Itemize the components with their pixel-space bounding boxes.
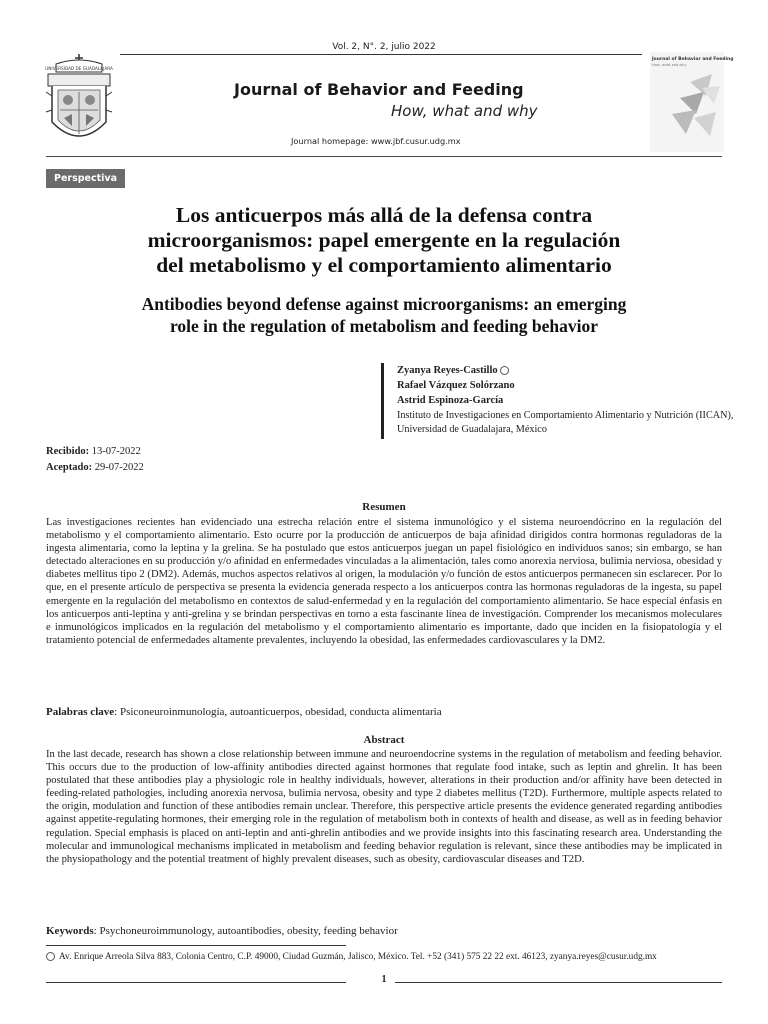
palabras-clave-values: : Psiconeuroinmunología, autoanticuerpos, obesidad, conducta alimentaria <box>114 706 442 718</box>
footnote-text: Av. Enrique Arreola Silva 883, Colonia Centro, C.P. 49000, Ciudad Guzmán, Jalisco, México. Tel. +52 (341) 575 22 22 ext. 46123, zyanya.reyes@cusur.udg.mx <box>59 952 657 962</box>
resumen-text: Las investigaciones recientes han evidenciado una estrecha relación entre el sistema inmunológico y el sistema neuroendócrino en la regulación del metabolismo y el comportamiento alimentario. Esto ocurre por la producción de anticuerpos de baja afinidad dirigidos contra hormonas reguladoras de la ingesta alimentaria, como la leptina y la grelina. Se ha postulado que estos anticuerpos juegan un papel fisiológico en individuos sanos; sin embargo, se han detectado alteraciones en su producción y/o afinidad en enfermedades vinculadas a la alimentación, tales como anorexia nerviosa, bulimia nerviosa, obesidad y diabetes mellitus tipo 2 (DM2). Además, muchos aspectos relativos al origen, la modulación y/o función de estos anticuerpos permanecen sin esclarecer. Por lo que, en el presente artículo de perspectiva se presenta la evidencia generada respecto a los anticuerpos contra las hormonas reguladoras de la ingesta, su papel emergente en la regulación del metabolismo en contextos de salud-enfermedad y en la regulación del comportamiento alimentario. Se hace especial énfasis en los anticuerpos anti-leptina y anti-grelina y se brindan perspectivas en torno a esta fascinante línea de investigación. Comprender los mecanismos moleculares e inmunológicos implicados en la regulación del metabolismo y el comportamiento alimentario es importante, dado que inciden en la fisiopatología y el tratamiento potencial de enfermedades altamente prevalentes, incluyendo la obesidad, las enfermedades cardiovasculares y la DM2. <box>46 517 722 646</box>
palabras-clave-label: Palabras clave <box>46 706 115 718</box>
journal-title: Journal of Behavior and Feeding <box>234 80 524 99</box>
received-label: Recibido: <box>46 446 90 457</box>
article-type-tag: Perspectiva <box>46 169 125 188</box>
author-2: Rafael Vázquez Solórzano <box>397 380 515 391</box>
article-dates <box>46 444 144 476</box>
title-english <box>40 293 728 337</box>
accepted-row <box>46 460 144 476</box>
title-en-line: Antibodies beyond defense against microorganisms: an emerging <box>141 294 627 314</box>
abstract-keywords <box>46 925 722 938</box>
authors-rule <box>381 363 384 439</box>
page-rule-right <box>395 982 722 983</box>
header-top-rule <box>120 54 642 55</box>
title-es-line: del metabolismo y el comportamiento alimentario <box>156 253 612 277</box>
footnote-rule <box>46 945 346 946</box>
page-number: 1 <box>381 974 387 985</box>
journal-subtitle: How, what and why <box>391 102 538 120</box>
affiliation: Instituto de Investigaciones en Comportamiento Alimentario y Nutrición (IICAN), Universidad de Guadalajara, México <box>397 410 734 435</box>
title-es-line: microorganismos: papel emergente en la regulación <box>147 228 621 252</box>
accepted-date: 29-07-2022 <box>92 462 144 473</box>
resumen-keywords <box>46 706 722 719</box>
keywords-values: : Psychoneuroimmunology, autoantibodies, obesity, feeding behavior <box>93 925 398 937</box>
author-name <box>397 363 737 378</box>
header-bottom-rule <box>46 156 722 157</box>
abstract-heading: Abstract <box>363 734 405 746</box>
volume-line: Vol. 2, N°. 2, julio 2022 <box>332 42 436 52</box>
journal-homepage[interactable]: Journal homepage: www.jbf.cusur.udg.mx <box>291 136 461 146</box>
keywords-label: Keywords <box>46 925 94 937</box>
contact-icon <box>46 952 55 961</box>
orcid-icon[interactable] <box>500 366 509 375</box>
university-logo <box>44 52 114 152</box>
author-block <box>397 363 737 436</box>
page-rule-left <box>46 982 346 983</box>
cover-title: Journal of Behavior and Feeding <box>652 57 734 62</box>
title-es-line: Los anticuerpos más allá de la defensa contra <box>175 203 593 227</box>
title-spanish <box>40 203 728 278</box>
received-row <box>46 444 144 460</box>
cover-subtitle: How, what and why <box>652 63 687 67</box>
author-1: Zyanya Reyes-Castillo <box>397 365 498 376</box>
footnote <box>46 951 722 964</box>
journal-cover-thumbnail <box>650 52 734 152</box>
logo-text: UNIVERSIDAD DE GUADALAJARA <box>45 66 113 71</box>
abstract-text: In the last decade, research has shown a close relationship between immune and neuroendocrine systems in the regulation of metabolism and feeding behavior. This occurs due to the production of low-affinity antibodies directed against hormones that regulate food intake, such as leptin and ghrelin. It has been postulated that these antibodies play a physiologic role in healthy individuals, however, alterations in their production and/or affinity have been detected in feeding-related pathologies, including anorexia nervosa, bulimia nervosa, obesity and type 2 diabetes mellitus (T2D). Furthermore, multiple aspects related to the origin, modulation and function of these antibodies remain unclear. Therefore, this perspective article presents the evidence generated regarding antibodies against appetite-regulating hormones, their emerging role in the regulation of metabolism both in contexts of health and disease, as well as in feeding behavior regulation. Special emphasis is placed on anti-leptin and anti-ghrelin antibodies and we provide insights into this fascinating research area. Understanding the molecular and immunological mechanisms implicated in metabolism and feeding behavior regulation is relevant, since these antibodies may be implicated in the physiopathology and the potential treatment of highly prevalent diseases, such as obesity, cardiovascular diseases and T2D. <box>46 749 722 865</box>
title-en-line: role in the regulation of metabolism and feeding behavior <box>169 316 599 336</box>
resumen-heading: Resumen <box>362 501 406 513</box>
received-date: 13-07-2022 <box>89 446 141 457</box>
accepted-label: Aceptado: <box>46 462 93 473</box>
author-3: Astrid Espinoza-García <box>397 395 504 406</box>
